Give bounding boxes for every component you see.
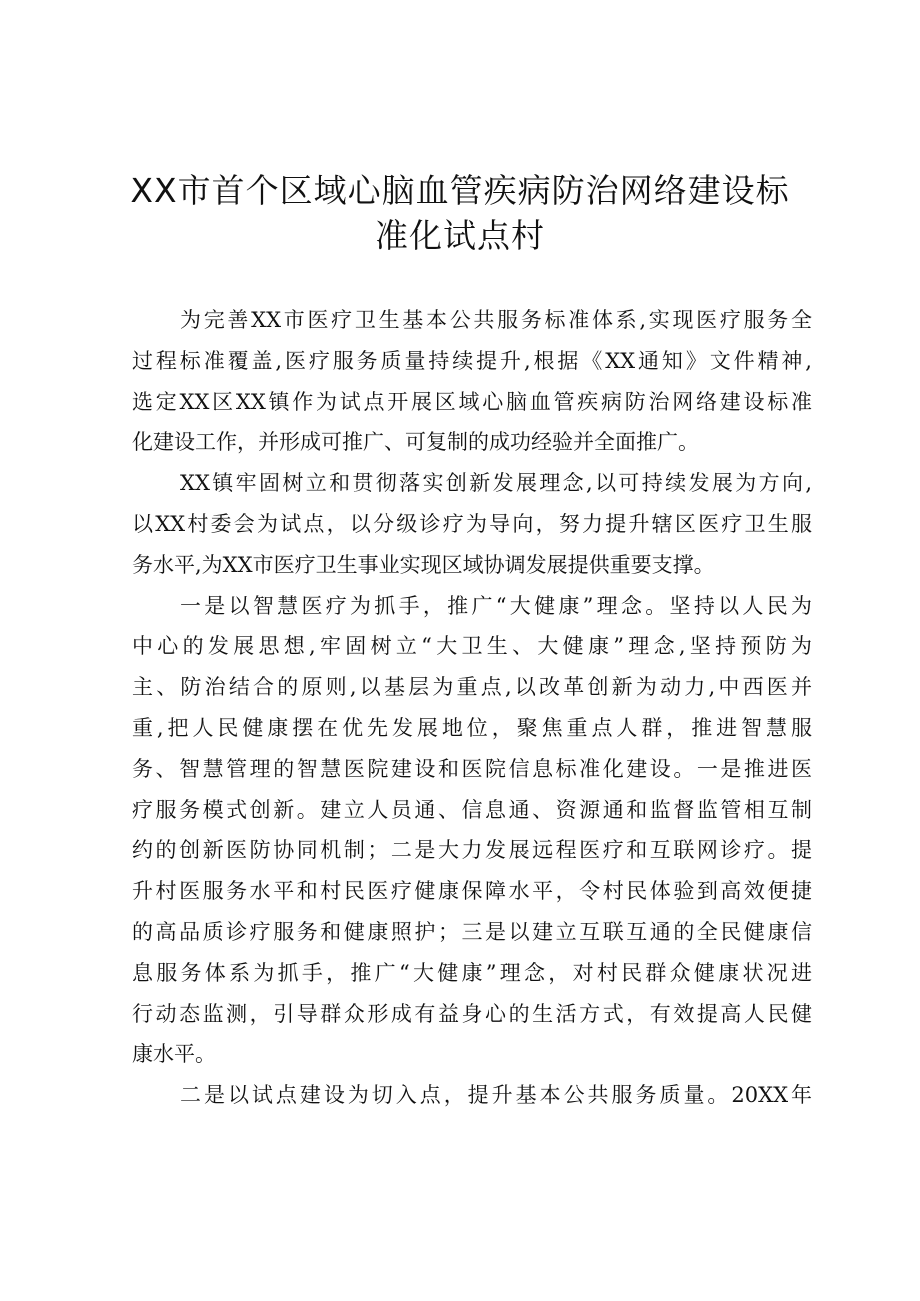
paragraph-3-line: 一是以智慧医疗为抓手，推广“大健康”理念。坚持以人民为 <box>180 593 812 618</box>
paragraph-3-line: 行动态监测，引导群众形成有益身心的生活方式，有效提高人民健 <box>132 1001 812 1026</box>
title-line: 准化试点村 <box>375 216 545 255</box>
paragraph-4-line: 二是以试点建设为切入点，提升基本公共服务质量。20XX年 <box>180 1083 812 1108</box>
title-line: XX市首个区域心脑血管疾病防治网络建设标 <box>130 171 790 210</box>
paragraph-2-line: XX镇牢固树立和贯彻落实创新发展理念,以可持续发展为方向, <box>180 471 812 496</box>
paragraph-2-line: 以XX村委会为试点，以分级诊疗为导向，努力提升辖区医疗卫生服 <box>132 511 812 536</box>
paragraph-3-line: 中心的发展思想,牢固树立“大卫生、大健康”理念,坚持预防为 <box>132 634 812 659</box>
paragraph-1-line: 选定XX区XX镇作为试点开展区域心脑血管疾病防治网络建设标准 <box>132 389 812 414</box>
paragraph-3-line: 重,把人民健康摆在优先发展地位，聚焦重点人群，推进智慧服 <box>132 715 812 740</box>
paragraph-1-line: 为完善XX市医疗卫生基本公共服务标准体系,实现医疗服务全 <box>180 308 812 332</box>
paragraph-3-line: 升村医服务水平和村民医疗健康保障水平，令村民体验到高效便捷 <box>132 879 812 904</box>
paragraph-2-line: 务水平,为XX市医疗卫生事业实现区域协调发展提供重要支撑。 <box>132 552 715 577</box>
paragraph-3-line: 的高品质诊疗服务和健康照护；三是以建立互联互通的全民健康信 <box>132 919 812 944</box>
document-body <box>132 300 812 1116</box>
paragraph-3-line: 疗服务模式创新。建立人员通、信息通、资源通和监督监管相互制 <box>132 797 812 822</box>
document-title <box>100 168 820 258</box>
paragraph-1-line: 化建设工作，并形成可推广、可复制的成功经验并全面推广。 <box>132 430 699 455</box>
paragraph-3-line: 务、智慧管理的智慧医院建设和医院信息标准化建设。一是推进医 <box>132 756 812 781</box>
paragraph-1-line: 过程标准覆盖,医疗服务质量持续提升,根据《XX通知》文件精神, <box>132 348 812 373</box>
paragraph-3-line: 息服务体系为抓手，推广“大健康”理念，对村民群众健康状况进 <box>132 960 812 985</box>
paragraph-3-line: 主、防治结合的原则,以基层为重点,以改革创新为动力,中西医并 <box>132 675 812 700</box>
paragraph-3-line: 康水平。 <box>132 1042 216 1067</box>
paragraph-3-line: 约的创新医防协同机制；二是大力发展远程医疗和互联网诊疗。提 <box>132 838 812 863</box>
